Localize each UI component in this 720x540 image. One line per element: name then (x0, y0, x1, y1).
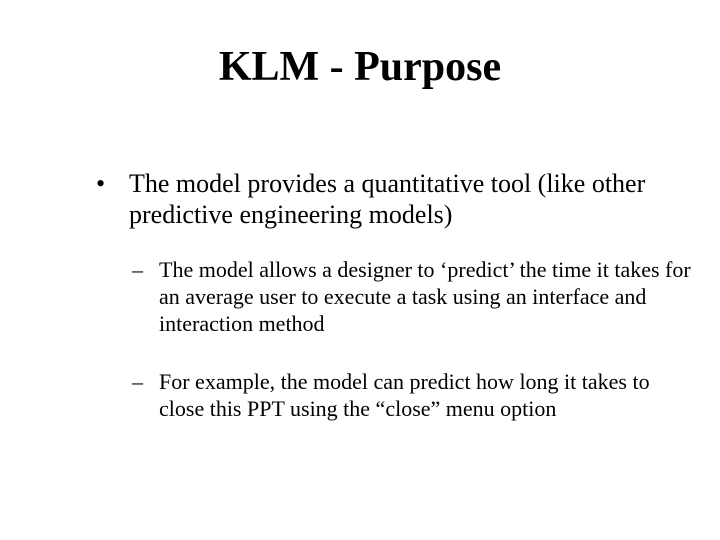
dash-icon: – (132, 257, 143, 282)
bullet-text: The model provides a quantitative tool (like other predictive engineering models) (129, 169, 646, 229)
bullet-dot-icon: • (96, 169, 106, 198)
sub-bullet-text: The model allows a designer to ‘predict’ the time it takes for an average user to execute a task using an interface and interaction method (159, 257, 691, 336)
dash-icon: – (132, 369, 143, 394)
sub-bullet-item (132, 368, 692, 422)
sub-bullet-item (132, 256, 692, 337)
sub-bullet-text: For example, the model can predict how long it takes to close this PPT using the “close” menu option (159, 369, 650, 421)
slide-title: KLM - Purpose (218, 44, 502, 90)
bullet-item (96, 168, 686, 230)
